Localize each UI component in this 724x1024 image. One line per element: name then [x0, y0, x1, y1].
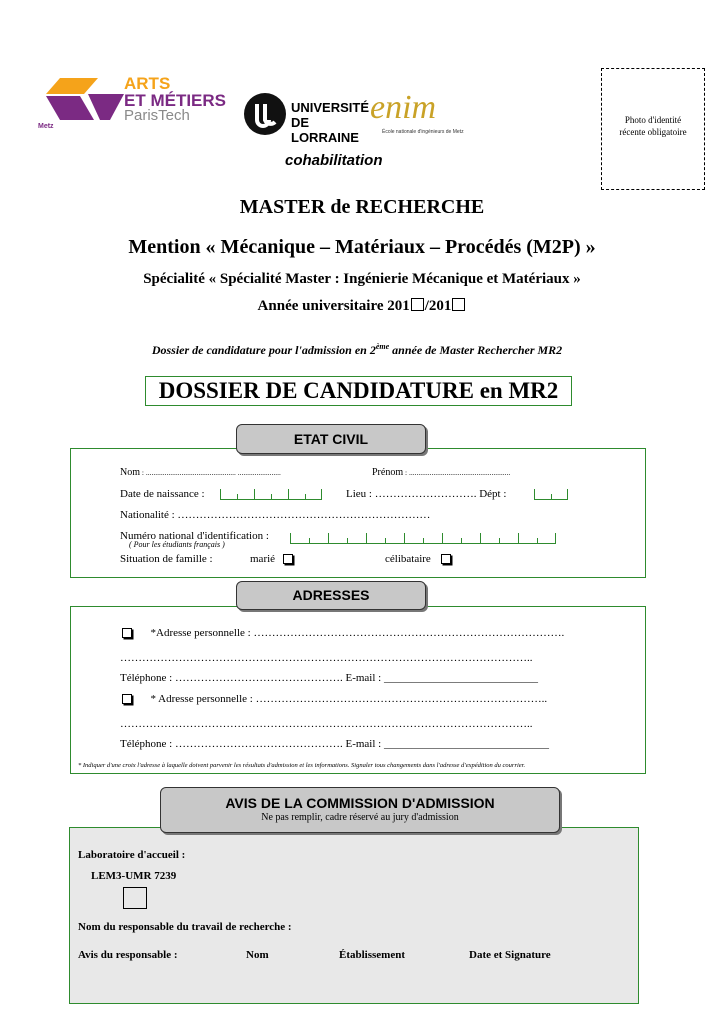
- marie-checkbox[interactable]: [283, 554, 293, 564]
- avis-responsable-label: Avis du responsable :: [78, 949, 178, 961]
- adresse1-checkbox[interactable]: [122, 628, 132, 638]
- etat-civil-heading: ETAT CIVIL: [236, 424, 426, 454]
- adresse2-cont[interactable]: …………………………………………………………………………………………………..: [120, 718, 533, 730]
- master-title: MASTER de RECHERCHE: [239, 196, 485, 218]
- adresses-heading: ADRESSES: [236, 581, 426, 610]
- photo-box: [601, 68, 705, 190]
- situation-label: Situation de famille :: [120, 553, 213, 565]
- am-line3: ParisTech: [124, 107, 190, 124]
- enim-logo: [368, 89, 474, 139]
- date-naissance-boxes[interactable]: [220, 489, 322, 500]
- prenom-label: Prénom: [372, 467, 404, 478]
- annee-prefix: Année universitaire 201: [257, 298, 410, 314]
- annee-box-1[interactable]: [411, 298, 424, 311]
- specialite-title: Spécialité « Spécialité Master : Ingénierie Mécanique et Matériaux »: [143, 271, 581, 287]
- numero-label: Numéro national d'identification :: [120, 530, 269, 542]
- col-nom: Nom: [246, 949, 269, 961]
- enim-sub: École nationale d'ingénieurs de Metz: [382, 129, 464, 135]
- responsable-label: Nom du responsable du travail de recherche :: [78, 921, 292, 933]
- date-naissance-label: Date de naissance :: [120, 488, 205, 500]
- photo-line1: Photo d'identité: [624, 115, 682, 125]
- telephone1-row[interactable]: Téléphone : ………………………………………. E-mail : ____________________________: [120, 672, 538, 684]
- enim-text: enim: [370, 89, 437, 126]
- dept-boxes[interactable]: [534, 489, 568, 500]
- nationalite-field[interactable]: Nationalité : ……………………………………………………………: [120, 509, 431, 521]
- adresse1-row[interactable]: [120, 627, 564, 639]
- arts-et-metiers-logo: [38, 74, 233, 134]
- adresse1-cont[interactable]: …………………………………………………………………………………………………..: [120, 652, 533, 664]
- ul-line1: UNIVERSITÉ: [291, 100, 370, 115]
- prenom-dots: : ......................................................: [403, 468, 511, 477]
- prenom-field[interactable]: [372, 467, 510, 478]
- nom-field[interactable]: [120, 467, 281, 478]
- col-etablissement: Établissement: [339, 949, 405, 961]
- avis-heading: [160, 787, 560, 833]
- dossier-prefix: Dossier de candidature pour l'admission en 2: [151, 343, 376, 357]
- cohabilitation-label: cohabilitation: [285, 152, 383, 169]
- am-line1: ARTS: [124, 74, 171, 93]
- annee-box-2[interactable]: [452, 298, 465, 311]
- ul-line2: DE LORRAINE: [291, 115, 359, 145]
- main-title: DOSSIER DE CANDIDATURE en MR2: [145, 376, 572, 406]
- ul-circle-icon: [243, 92, 287, 136]
- marie-option[interactable]: [250, 553, 295, 565]
- celibataire-option[interactable]: [385, 553, 453, 565]
- adresse2-row[interactable]: [120, 693, 547, 705]
- nom-label: Nom: [120, 467, 140, 478]
- adresse1-text: *Adresse personnelle : ………………………………………………………………………….: [150, 627, 565, 639]
- avis-heading-title: AVIS DE LA COMMISSION D'ADMISSION: [225, 795, 495, 811]
- numero-boxes[interactable]: [290, 533, 556, 544]
- adresse2-text: * Adresse personnelle : ……………………………………………………………………..: [150, 693, 548, 705]
- labo-checkbox[interactable]: [123, 887, 147, 909]
- lem3-label: LEM3-UMR 7239: [91, 870, 177, 882]
- col-date-signature: Date et Signature: [469, 949, 551, 961]
- labo-label: Laboratoire d'accueil :: [78, 849, 186, 861]
- photo-line2: récente obligatoire: [619, 127, 687, 137]
- marie-label: marié: [250, 553, 276, 565]
- mention-title: Mention « Mécanique – Matériaux – Procédés (M2P) »: [128, 236, 596, 258]
- nom-dots: : ................................................ .......................: [140, 468, 281, 477]
- dossier-suffix: année de Master Rechercher MR2: [389, 343, 563, 357]
- universite-de-lorraine-logo: [243, 92, 373, 145]
- avis-heading-sub: Ne pas remplir, cadre réservé au jury d'admission: [261, 812, 459, 823]
- annee-universitaire: [0, 298, 724, 315]
- annee-mid: /201: [424, 298, 452, 314]
- celibataire-checkbox[interactable]: [441, 554, 451, 564]
- am-line2: ET MÉTIERS: [124, 91, 227, 110]
- adresse2-checkbox[interactable]: [122, 694, 132, 704]
- adresses-note: * Indiquer d'une croix l'adresse à laquelle doivent parvenir les résultats d'admission et les informations. Signaler tous changements dans l'adresse d'expédition du courrier.: [78, 762, 526, 769]
- lieu-field[interactable]: Lieu : ………………………. Dépt :: [346, 488, 507, 500]
- dossier-subtitle: [0, 342, 714, 358]
- numero-note: ( Pour les étudiants français ): [129, 540, 225, 549]
- celibataire-label: célibataire: [385, 553, 431, 565]
- dossier-sup: ème: [375, 342, 390, 351]
- am-sub: Metz: [38, 123, 54, 130]
- telephone2-row[interactable]: Téléphone : ………………………………………. E-mail : ______________________________: [120, 738, 549, 750]
